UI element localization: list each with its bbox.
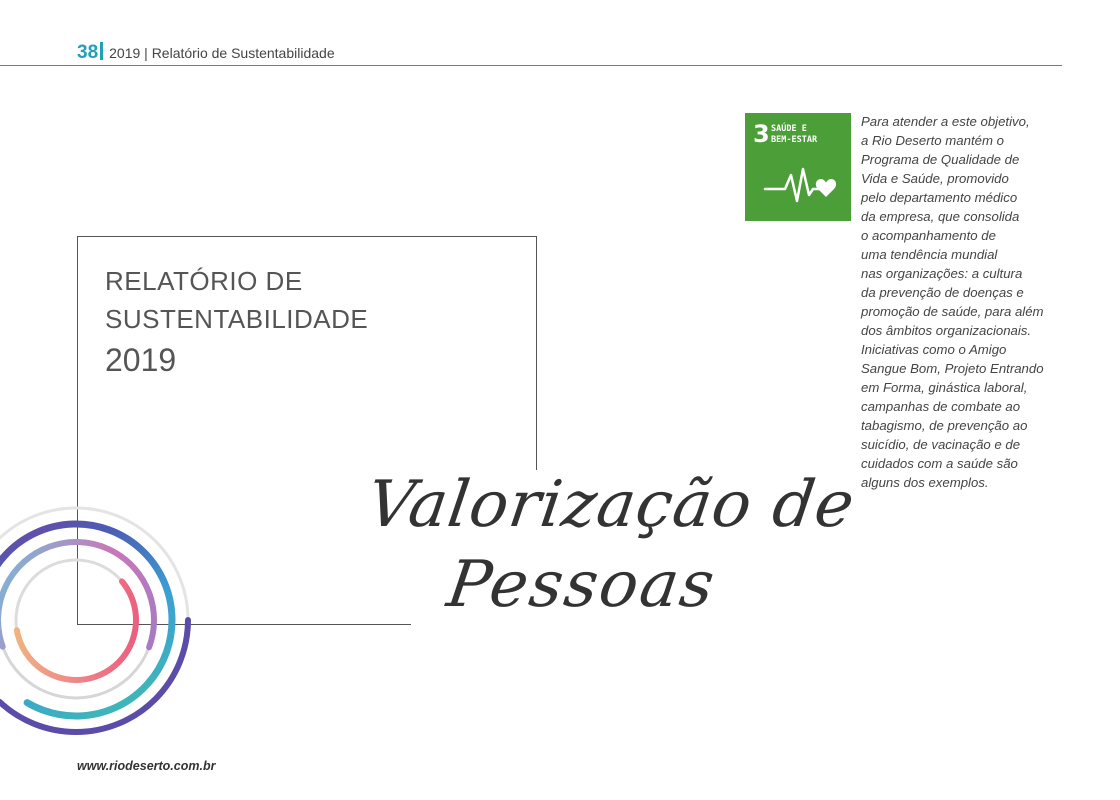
sdg-number: 3 (753, 120, 770, 148)
description-line: dos âmbitos organizacionais. (861, 323, 1032, 338)
description-line: o acompanhamento de (861, 228, 996, 243)
section-heading-line-1: Valorização de (362, 468, 860, 542)
description-line: a Rio Deserto mantém o (861, 133, 1004, 148)
description-line: tabagismo, de prevenção ao (861, 418, 1028, 433)
description-line: campanhas de combate ao (861, 399, 1021, 414)
sdg-label (771, 124, 817, 146)
description-line: da prevenção de doenças e (861, 285, 1024, 300)
sdg-description (861, 112, 1061, 492)
page-header (77, 40, 335, 64)
report-year: 2019 (105, 342, 177, 378)
report-title-line-1: RELATÓRIO DE (105, 266, 303, 296)
frame-right-border (536, 236, 537, 470)
heartbeat-heart-icon (763, 165, 839, 205)
description-line: pelo departamento médico (861, 190, 1018, 205)
sdg-label-line-1: SAÚDE E (771, 124, 807, 134)
description-line: alguns dos exemplos. (861, 475, 989, 490)
description-line: da empresa, que consolida (861, 209, 1020, 224)
description-line: Vida e Saúde, promovido (861, 171, 1009, 186)
description-line: cuidados com a saúde são (861, 456, 1018, 471)
website-url: www.riodeserto.com.br (77, 759, 216, 773)
description-line: Programa de Qualidade de (861, 152, 1020, 167)
decorative-rings (0, 500, 210, 750)
description-line: Sangue Bom, Projeto Entrando (861, 361, 1044, 376)
sdg-label-line-2: BEM-ESTAR (771, 135, 818, 145)
description-line: Iniciativas como o Amigo (861, 342, 1007, 357)
header-title: 2019 | Relatório de Sustentabilidade (109, 45, 335, 61)
section-heading-line-2: Pessoas (442, 548, 721, 622)
description-line: em Forma, ginástica laboral, (861, 380, 1028, 395)
header-rule (0, 65, 1062, 66)
page-number: 38 (77, 42, 99, 63)
description-line: Para atender a este objetivo, (861, 114, 1030, 129)
page-number-divider (100, 42, 103, 60)
sdg-3-tile (745, 113, 851, 221)
description-line: nas organizações: a cultura (861, 266, 1023, 281)
description-line: suicídio, de vacinação e de (861, 437, 1021, 452)
frame-top-border (77, 236, 537, 237)
report-title (105, 262, 368, 380)
report-title-line-2: SUSTENTABILIDADE (105, 304, 369, 334)
description-line: uma tendência mundial (861, 247, 998, 262)
description-line: promoção de saúde, para além (861, 304, 1044, 319)
